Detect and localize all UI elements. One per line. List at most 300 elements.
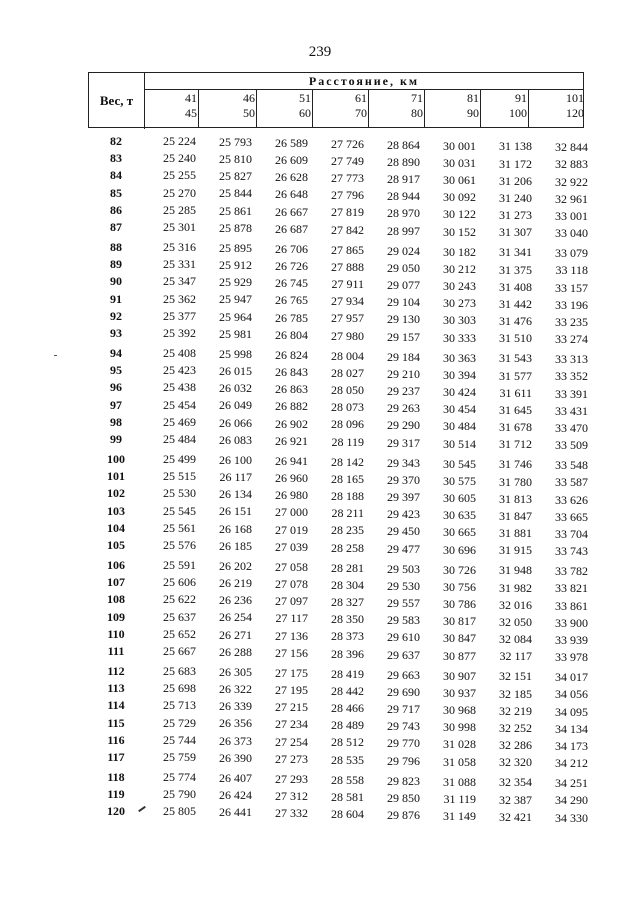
weight-cell: 90 xyxy=(110,274,122,289)
value-cell: 27 726 xyxy=(331,136,364,151)
value-cell: 26 441 xyxy=(219,805,252,820)
value-cell: 25 729 xyxy=(163,715,196,730)
table-row xyxy=(0,609,640,630)
value-cell: 25 545 xyxy=(163,503,196,518)
value-cell: 27 819 xyxy=(331,205,364,220)
table-row xyxy=(0,503,640,524)
weight-cell: 103 xyxy=(107,503,125,518)
distance-header: Расстояние, км xyxy=(145,73,583,90)
value-cell: 28 304 xyxy=(331,577,364,592)
value-cell: 30 152 xyxy=(443,224,476,239)
value-cell: 30 394 xyxy=(443,367,476,382)
table-row xyxy=(0,664,640,685)
value-cell: 26 745 xyxy=(275,276,308,291)
value-cell: 29 184 xyxy=(387,349,420,364)
table-row xyxy=(0,134,640,155)
value-cell: 30 303 xyxy=(443,313,476,328)
value-cell: 31 058 xyxy=(443,754,476,769)
value-cell: 27 980 xyxy=(331,328,364,343)
value-cell: 31 780 xyxy=(499,474,532,489)
range-to: 120 xyxy=(566,106,584,120)
value-cell: 34 251 xyxy=(555,776,588,791)
value-cell: 25 224 xyxy=(163,134,196,148)
value-cell: 32 961 xyxy=(555,191,588,206)
value-cell: 25 423 xyxy=(163,363,196,378)
value-cell: 25 377 xyxy=(163,308,196,323)
value-cell: 26 151 xyxy=(219,504,252,519)
value-cell: 27 156 xyxy=(275,645,308,660)
value-cell: 32 320 xyxy=(499,755,532,770)
table-row xyxy=(0,575,640,596)
value-cell: 32 151 xyxy=(499,669,532,684)
value-cell: 28 211 xyxy=(331,506,364,521)
value-cell: 25 790 xyxy=(163,787,196,802)
value-cell: 31 881 xyxy=(499,526,532,541)
value-cell: 31 138 xyxy=(499,139,532,154)
value-cell: 26 843 xyxy=(275,364,308,379)
table-row xyxy=(0,346,640,367)
value-cell: 30 756 xyxy=(443,579,476,594)
value-cell: 29 796 xyxy=(387,753,420,768)
table-row xyxy=(0,185,640,206)
value-cell: 26 628 xyxy=(275,170,308,185)
value-cell: 31 678 xyxy=(499,420,532,435)
range-from: 46 xyxy=(243,91,255,105)
value-cell: 26 407 xyxy=(219,770,252,785)
weight-cell: 108 xyxy=(107,592,125,607)
value-cell: 30 212 xyxy=(443,261,476,276)
value-cell: 26 589 xyxy=(275,135,308,150)
table-row xyxy=(0,804,640,825)
value-cell: 33 743 xyxy=(555,544,588,559)
value-cell: 28 119 xyxy=(331,434,364,449)
value-cell: 29 397 xyxy=(387,489,420,504)
value-cell: 25 454 xyxy=(163,397,196,412)
value-cell: 25 408 xyxy=(163,346,196,360)
value-cell: 29 157 xyxy=(387,329,420,344)
value-cell: 29 343 xyxy=(387,455,420,470)
value-cell: 27 078 xyxy=(275,576,308,591)
value-cell: 26 236 xyxy=(219,593,252,608)
value-cell: 25 929 xyxy=(219,275,252,290)
value-cell: 27 842 xyxy=(331,222,364,237)
value-cell: 33 978 xyxy=(555,650,588,665)
table-row xyxy=(0,291,640,312)
value-cell: 29 370 xyxy=(387,472,420,487)
value-cell: 26 882 xyxy=(275,399,308,414)
value-cell: 29 210 xyxy=(387,366,420,381)
value-cell: 28 350 xyxy=(331,612,364,627)
value-cell: 27 312 xyxy=(275,788,308,803)
value-cell: 26 083 xyxy=(219,432,252,447)
value-cell: 29 823 xyxy=(387,773,420,788)
value-cell: 28 004 xyxy=(331,348,364,363)
table-row xyxy=(0,750,640,771)
range-to: 90 xyxy=(467,106,479,120)
value-cell: 28 396 xyxy=(331,646,364,661)
value-cell: 31 915 xyxy=(499,543,532,558)
value-cell: 29 024 xyxy=(387,243,420,258)
value-cell: 26 015 xyxy=(219,364,252,379)
value-cell: 31 172 xyxy=(499,156,532,171)
weight-cell: 120 xyxy=(107,804,125,819)
value-cell: 25 844 xyxy=(219,186,252,201)
value-cell: 30 484 xyxy=(443,419,476,434)
value-cell: 31 847 xyxy=(499,508,532,523)
value-cell: 33 861 xyxy=(555,598,588,613)
weight-cell: 95 xyxy=(110,363,122,378)
value-cell: 30 363 xyxy=(443,350,476,365)
weight-cell: 86 xyxy=(110,202,122,217)
weight-cell: 98 xyxy=(110,414,122,429)
value-cell: 25 240 xyxy=(163,151,196,166)
weight-cell: 83 xyxy=(110,151,122,166)
weight-cell: 82 xyxy=(110,134,122,148)
value-cell: 28 466 xyxy=(331,701,364,716)
value-cell: 31 510 xyxy=(499,331,532,346)
table-row xyxy=(0,644,640,665)
value-cell: 29 450 xyxy=(387,524,420,539)
value-cell: 30 545 xyxy=(443,456,476,471)
value-cell: 32 050 xyxy=(499,614,532,629)
value-cell: 26 726 xyxy=(275,258,308,273)
value-cell: 32 185 xyxy=(499,686,532,701)
value-cell: 26 960 xyxy=(275,470,308,485)
weight-column-header: Вес, т xyxy=(89,73,145,129)
value-cell: 27 058 xyxy=(275,559,308,574)
value-cell: 27 195 xyxy=(275,682,308,697)
weight-cell: 111 xyxy=(107,644,125,658)
value-cell: 34 330 xyxy=(555,810,588,825)
weight-cell: 104 xyxy=(107,520,125,535)
value-cell: 27 175 xyxy=(275,665,308,680)
value-cell: 25 316 xyxy=(163,240,196,254)
page-number: 239 xyxy=(308,44,332,60)
value-cell: 26 609 xyxy=(275,152,308,167)
value-cell: 30 968 xyxy=(443,702,476,717)
weight-cell: 94 xyxy=(110,346,122,360)
value-cell: 25 981 xyxy=(219,326,252,341)
table-row xyxy=(0,787,640,808)
range-to: 70 xyxy=(355,106,367,120)
value-cell: 34 134 xyxy=(555,721,588,736)
value-cell: 31 408 xyxy=(499,279,532,294)
value-cell: 34 290 xyxy=(555,793,588,808)
value-cell: 25 805 xyxy=(163,804,196,819)
value-cell: 30 635 xyxy=(443,508,476,523)
value-cell: 29 743 xyxy=(387,719,420,734)
value-cell: 25 810 xyxy=(219,152,252,167)
value-cell: 34 056 xyxy=(555,687,588,702)
value-cell: 28 890 xyxy=(387,154,420,169)
value-cell: 25 530 xyxy=(163,486,196,501)
weight-cell: 100 xyxy=(107,452,125,466)
value-cell: 25 362 xyxy=(163,291,196,306)
value-cell: 25 652 xyxy=(163,626,196,641)
value-cell: 33 509 xyxy=(555,438,588,453)
value-cell: 29 610 xyxy=(387,630,420,645)
value-cell: 30 605 xyxy=(443,490,476,505)
value-cell: 25 667 xyxy=(163,644,196,658)
value-cell: 25 637 xyxy=(163,609,196,624)
value-cell: 25 895 xyxy=(219,240,252,255)
value-cell: 25 301 xyxy=(163,220,196,234)
value-cell: 31 476 xyxy=(499,314,532,329)
table-row xyxy=(0,558,640,579)
value-cell: 28 373 xyxy=(331,629,364,644)
value-cell: 33 704 xyxy=(555,527,588,542)
value-cell: 25 331 xyxy=(163,257,196,272)
value-cell: 27 888 xyxy=(331,259,364,274)
weight-cell: 107 xyxy=(107,575,125,590)
value-cell: 25 255 xyxy=(163,168,196,183)
value-cell: 28 864 xyxy=(387,137,420,152)
value-cell: 29 690 xyxy=(387,684,420,699)
value-cell: 26 921 xyxy=(275,433,308,448)
value-cell: 27 000 xyxy=(275,505,308,520)
value-cell: 33 001 xyxy=(555,209,588,224)
value-cell: 32 421 xyxy=(499,809,532,824)
value-cell: 26 339 xyxy=(219,699,252,714)
range-from: 71 xyxy=(411,91,423,105)
value-cell: 27 957 xyxy=(331,311,364,326)
value-cell: 30 031 xyxy=(443,155,476,170)
value-cell: 33 782 xyxy=(555,564,588,579)
value-cell: 31 375 xyxy=(499,262,532,277)
value-cell: 27 749 xyxy=(331,153,364,168)
value-cell: 25 606 xyxy=(163,575,196,590)
value-cell: 29 557 xyxy=(387,595,420,610)
value-cell: 31 119 xyxy=(443,791,476,806)
value-cell: 26 765 xyxy=(275,293,308,308)
value-cell: 29 530 xyxy=(387,578,420,593)
value-cell: 27 796 xyxy=(331,188,364,203)
value-cell: 31 442 xyxy=(499,296,532,311)
value-cell: 32 016 xyxy=(499,597,532,612)
weight-cell: 93 xyxy=(110,326,122,340)
table-row xyxy=(0,698,640,719)
table-row xyxy=(0,452,640,473)
value-cell: 33 157 xyxy=(555,280,588,295)
value-cell: 29 770 xyxy=(387,736,420,751)
value-cell: 27 234 xyxy=(275,717,308,732)
value-cell: 27 097 xyxy=(275,594,308,609)
value-cell: 34 173 xyxy=(555,739,588,754)
value-cell: 30 907 xyxy=(443,668,476,683)
weight-cell: 99 xyxy=(110,432,122,446)
value-cell: 31 948 xyxy=(499,563,532,578)
value-cell: 26 687 xyxy=(275,221,308,236)
value-cell: 32 117 xyxy=(499,649,532,664)
value-cell: 34 212 xyxy=(555,756,588,771)
value-cell: 33 040 xyxy=(555,226,588,241)
value-cell: 31 028 xyxy=(443,737,476,752)
value-cell: 30 333 xyxy=(443,330,476,345)
table-row xyxy=(0,592,640,613)
table-row xyxy=(0,151,640,172)
value-cell: 25 499 xyxy=(163,452,196,466)
value-cell: 33 274 xyxy=(555,332,588,347)
value-cell: 31 982 xyxy=(499,580,532,595)
value-cell: 25 683 xyxy=(163,664,196,678)
table-row xyxy=(0,274,640,295)
range-from: 81 xyxy=(467,91,479,105)
table-row xyxy=(0,414,640,436)
value-cell: 28 944 xyxy=(387,189,420,204)
value-cell: 25 861 xyxy=(219,203,252,218)
value-cell: 25 998 xyxy=(219,346,252,361)
value-cell: 26 980 xyxy=(275,488,308,503)
value-cell: 26 863 xyxy=(275,382,308,397)
value-cell: 31 341 xyxy=(499,245,532,260)
value-cell: 32 387 xyxy=(499,792,532,807)
value-cell: 31 712 xyxy=(499,437,532,452)
weight-cell: 105 xyxy=(107,538,125,552)
value-cell: 26 785 xyxy=(275,310,308,325)
value-cell: 33 118 xyxy=(555,263,588,278)
value-cell: 25 576 xyxy=(163,538,196,552)
value-cell: 25 484 xyxy=(163,432,196,446)
value-cell: 25 827 xyxy=(219,169,252,184)
value-cell: 29 717 xyxy=(387,701,420,716)
value-cell: 28 327 xyxy=(331,595,364,610)
table-row xyxy=(0,397,640,418)
value-cell: 28 235 xyxy=(331,523,364,538)
value-cell: 29 876 xyxy=(387,807,420,822)
value-cell: 27 215 xyxy=(275,700,308,715)
table-row xyxy=(0,715,640,736)
value-cell: 33 470 xyxy=(555,421,588,436)
table-row xyxy=(0,380,640,401)
value-cell: 25 591 xyxy=(163,558,196,572)
weight-cell: 89 xyxy=(110,257,122,272)
table-row xyxy=(0,469,640,490)
value-cell: 25 774 xyxy=(163,770,196,784)
value-cell: 28 604 xyxy=(331,807,364,822)
value-cell: 28 917 xyxy=(387,171,420,186)
range-from: 101 xyxy=(566,91,584,105)
value-cell: 26 032 xyxy=(219,381,252,396)
value-cell: 28 188 xyxy=(331,489,364,504)
value-cell: 33 313 xyxy=(555,352,588,367)
value-cell: 28 165 xyxy=(331,471,364,486)
value-cell: 29 263 xyxy=(387,401,420,416)
margin-mark xyxy=(54,355,57,356)
value-cell: 25 878 xyxy=(219,220,252,235)
value-cell: 29 237 xyxy=(387,383,420,398)
value-cell: 33 548 xyxy=(555,458,588,473)
value-cell: 26 271 xyxy=(219,627,252,642)
value-cell: 27 911 xyxy=(331,277,364,292)
range-from: 41 xyxy=(185,91,197,105)
value-cell: 34 017 xyxy=(555,670,588,685)
value-cell: 32 922 xyxy=(555,174,588,189)
value-cell: 25 285 xyxy=(163,202,196,217)
value-cell: 31 577 xyxy=(499,368,532,383)
value-cell: 31 645 xyxy=(499,402,532,417)
value-cell: 31 307 xyxy=(499,225,532,240)
table-row xyxy=(0,168,640,189)
value-cell: 30 937 xyxy=(443,685,476,700)
value-cell: 27 865 xyxy=(331,242,364,257)
value-cell: 25 270 xyxy=(163,185,196,200)
value-cell: 27 293 xyxy=(275,771,308,786)
value-cell: 28 997 xyxy=(387,223,420,238)
value-cell: 30 877 xyxy=(443,648,476,663)
value-cell: 30 696 xyxy=(443,542,476,557)
weight-cell: 87 xyxy=(110,220,122,234)
weight-cell: 112 xyxy=(107,664,125,678)
value-cell: 25 698 xyxy=(163,681,196,696)
range-from: 61 xyxy=(355,91,367,105)
value-cell: 29 850 xyxy=(387,790,420,805)
value-cell: 33 626 xyxy=(555,492,588,507)
weight-cell: 113 xyxy=(107,681,125,696)
value-cell: 25 912 xyxy=(219,258,252,273)
value-cell: 30 998 xyxy=(443,720,476,735)
value-cell: 29 503 xyxy=(387,561,420,576)
value-cell: 28 558 xyxy=(331,772,364,787)
value-cell: 28 419 xyxy=(331,666,364,681)
value-cell: 32 252 xyxy=(499,720,532,735)
table-row xyxy=(0,432,640,453)
value-cell: 26 322 xyxy=(219,682,252,697)
value-cell: 30 061 xyxy=(443,172,476,187)
value-cell: 26 049 xyxy=(219,398,252,413)
value-cell: 26 185 xyxy=(219,538,252,553)
range-to: 80 xyxy=(411,106,423,120)
table-row xyxy=(0,363,640,384)
value-cell: 30 092 xyxy=(443,190,476,205)
table-row xyxy=(0,626,640,648)
value-cell: 25 947 xyxy=(219,292,252,307)
table-row xyxy=(0,732,640,754)
value-cell: 31 813 xyxy=(499,491,532,506)
value-cell: 29 663 xyxy=(387,667,420,682)
weight-cell: 92 xyxy=(110,308,122,323)
value-cell: 31 273 xyxy=(499,208,532,223)
table-row xyxy=(0,770,640,791)
weight-cell: 110 xyxy=(107,626,125,641)
range-to: 50 xyxy=(243,106,255,120)
value-cell: 33 235 xyxy=(555,315,588,330)
weight-cell: 96 xyxy=(110,380,122,395)
value-cell: 26 373 xyxy=(219,733,252,748)
value-cell: 30 817 xyxy=(443,614,476,629)
value-cell: 25 469 xyxy=(163,414,196,429)
value-cell: 33 391 xyxy=(555,386,588,401)
value-cell: 30 847 xyxy=(443,631,476,646)
value-cell: 30 273 xyxy=(443,296,476,311)
value-cell: 27 254 xyxy=(275,734,308,749)
value-cell: 29 477 xyxy=(387,541,420,556)
value-cell: 26 219 xyxy=(219,576,252,591)
value-cell: 29 104 xyxy=(387,295,420,310)
weight-cell: 84 xyxy=(110,168,122,183)
value-cell: 28 581 xyxy=(331,789,364,804)
value-cell: 28 096 xyxy=(331,417,364,432)
range-from: 91 xyxy=(515,91,527,105)
value-cell: 28 258 xyxy=(331,540,364,555)
value-cell: 27 773 xyxy=(331,171,364,186)
value-cell: 30 122 xyxy=(443,207,476,222)
value-cell: 30 575 xyxy=(443,473,476,488)
value-cell: 32 354 xyxy=(499,775,532,790)
value-cell: 29 423 xyxy=(387,507,420,522)
value-cell: 25 622 xyxy=(163,592,196,607)
table-row xyxy=(0,681,640,702)
table-row xyxy=(0,326,640,347)
